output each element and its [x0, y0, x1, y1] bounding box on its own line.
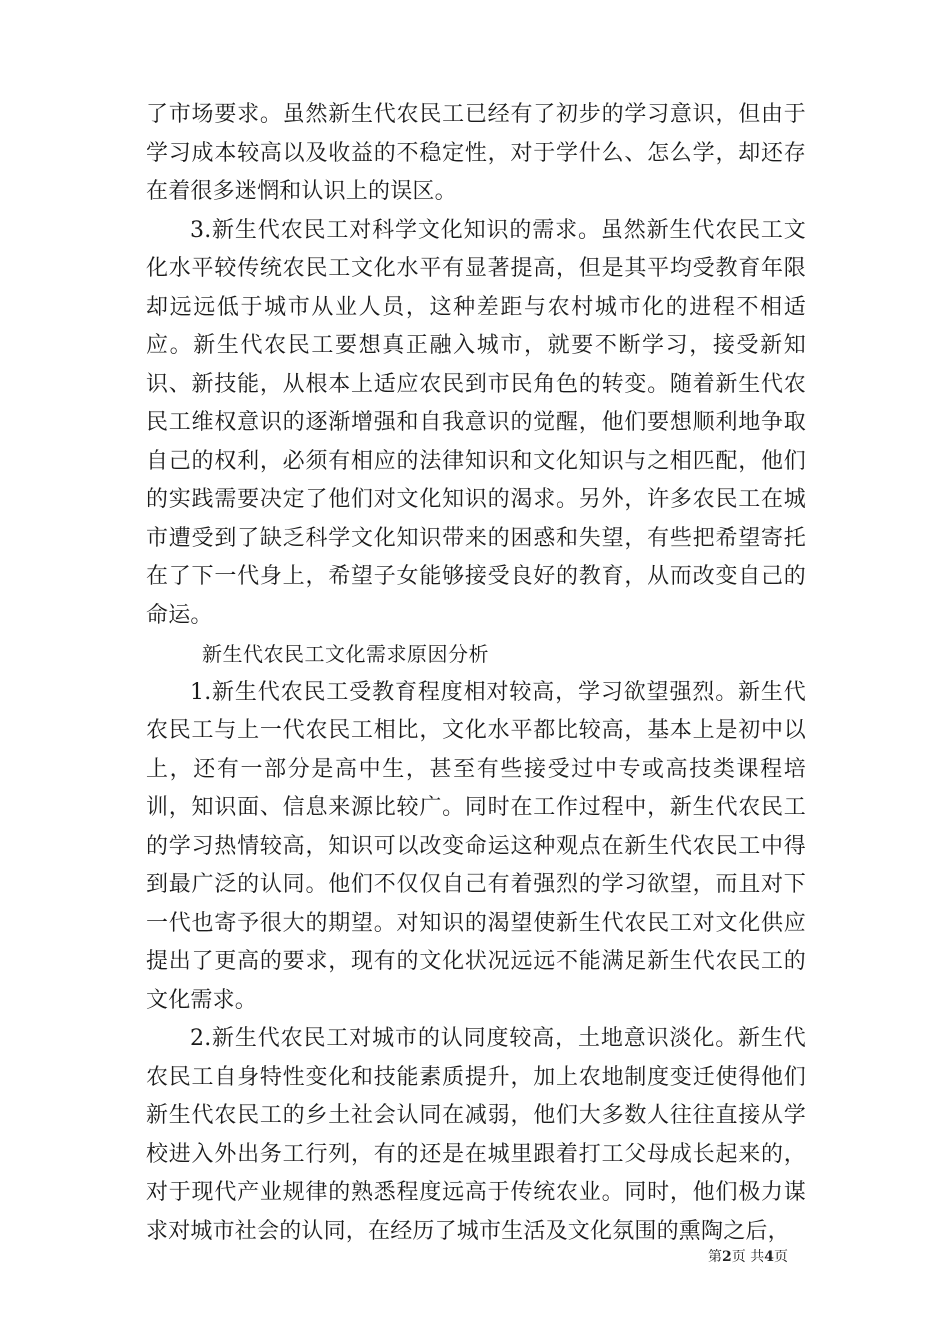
footer-prefix: 第	[708, 1249, 722, 1265]
page-footer	[708, 1248, 788, 1266]
footer-suffix: 页	[773, 1249, 788, 1265]
section-heading: 新生代农民工文化需求原因分析	[202, 642, 489, 666]
footer-middle: 页 共	[731, 1249, 765, 1265]
document-body	[146, 96, 806, 1251]
paragraph-reason-2: 2.新生代农民工对城市的认同度较高，土地意识淡化。新生代农民工自身特性变化和技能素质提升，加上农地制度变迁使得他们新生代农民工的乡土社会认同在减弱，他们大多数人往往直接从学校进入外出务工行列，有的还是在城里跟着打工父母成长起来的，对于现代产业规律的熟悉程度远高于传统农业。同时，他们极力谋求对城市社会的认同，在经历了城市生活及文化氛围的熏陶之后，	[146, 1026, 806, 1244]
paragraph-reason-1: 1.新生代农民工受教育程度相对较高，学习欲望强烈。新生代农民工与上一代农民工相比，文化水平都比较高，基本上是初中以上，还有一部分是高中生，甚至有些接受过中专或高技类课程培训，知识面、信息来源比较广。同时在工作过程中，新生代农民工的学习热情较高，知识可以改变命运这种观点在新生代农民工中得到最广泛的认同。他们不仅仅自己有着强烈的学习欲望，而且对下一代也寄予很大的期望。对知识的渴望使新生代农民工对文化供应提出了更高的要求，现有的文化状况远远不能满足新生代农民工的文化需求。	[146, 679, 806, 1013]
paragraph-point-3: 3.新生代农民工对科学文化知识的需求。虽然新生代农民工文化水平较传统农民工文化水平有显著提高，但是其平均受教育年限却远远低于城市从业人员，这种差距与农村城市化的进程不相适应。新生代农民工要想真正融入城市，就要不断学习，接受新知识、新技能，从根本上适应农民到市民角色的转变。随着新生代农民工维权意识的逐渐增强和自我意识的觉醒，他们要想顺利地争取自己的权利，必须有相应的法律知识和文化知识与之相匹配，他们的实践需要决定了他们对文化知识的渴求。另外，许多农民工在城市遭受到了缺乏科学文化知识带来的困惑和失望，有些把希望寄托在了下一代身上，希望子女能够接受良好的教育，从而改变自己的命运。	[146, 217, 806, 628]
total-pages-number: 4	[764, 1249, 774, 1265]
paragraph-intro-continuation: 了市场要求。虽然新生代农民工已经有了初步的学习意识，但由于学习成本较高以及收益的不稳定性，对于学什么、怎么学，却还存在着很多迷惘和认识上的误区。	[146, 102, 806, 204]
current-page-number: 2	[722, 1249, 732, 1265]
